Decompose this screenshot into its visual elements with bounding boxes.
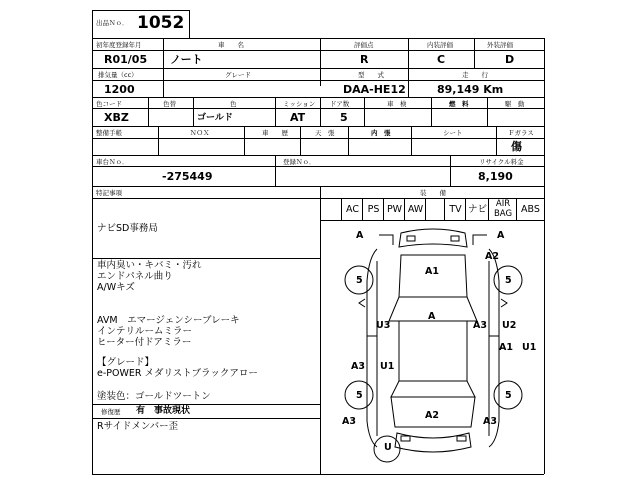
- mission-value: AT: [290, 111, 306, 124]
- type-label: 型 式: [358, 71, 384, 79]
- color-type-label: 色替: [163, 100, 176, 108]
- option-pw: PW: [383, 199, 405, 220]
- model-value: ノート: [170, 53, 203, 66]
- note-line: 【グレード】: [97, 357, 155, 368]
- seat-label: シート: [443, 129, 463, 137]
- mark-rear-bumper: U: [384, 442, 392, 453]
- glass-label: Ｆガラス: [508, 129, 534, 137]
- lot-label: 出品Ｎｏ．: [96, 19, 129, 27]
- option-tv: TV: [444, 199, 466, 220]
- mark-fender-right-front: A2: [485, 251, 499, 262]
- reg-no-label: 登録Ｎｏ．: [283, 158, 316, 166]
- recycle-value: 8,190: [478, 170, 513, 183]
- nox-label: ＮＯＸ: [190, 129, 210, 137]
- mark-door-right-rear-a: A1: [499, 342, 513, 353]
- cc-value: 1200: [104, 83, 135, 96]
- sunroof-label: 天 張: [315, 129, 335, 137]
- chassis-label: 車台Ｎｏ．: [96, 158, 129, 166]
- mark-door-left-rear-a: A3: [351, 361, 365, 372]
- model-label: 車 名: [218, 41, 244, 49]
- note-line: 塗装色：ゴールドツートン: [97, 391, 211, 402]
- fuel-label: 燃 料: [449, 100, 469, 108]
- notes-title: 特記事項: [96, 189, 122, 197]
- score-value: R: [360, 53, 369, 66]
- option-ac: AC: [341, 199, 363, 220]
- taillight-left: [401, 436, 410, 441]
- rear-window-shape: [391, 381, 475, 397]
- note-line: A/Wキズ: [97, 282, 135, 293]
- option-navi: ナビ: [465, 199, 489, 220]
- mileage-value: 89,149 Km: [437, 83, 504, 96]
- mark-rear-left: A3: [342, 416, 356, 427]
- manual-label: 整備手帳: [96, 129, 122, 137]
- front-right-corner: [473, 235, 487, 245]
- option-airbag-label: AIR BAG: [493, 199, 513, 219]
- note-line: ナビSD事務局: [97, 223, 158, 234]
- mark-roof: A: [428, 311, 436, 322]
- headlight-left: [407, 236, 415, 241]
- note-line: e-POWER メダリストブラックアロー: [97, 368, 258, 379]
- option-ps: PS: [362, 199, 384, 220]
- option-abs: ABS: [516, 199, 544, 220]
- lot-number: 1052: [137, 13, 185, 33]
- inspection-label: 車 検: [387, 100, 407, 108]
- year-value: R01/05: [104, 53, 148, 66]
- roof-shape: [399, 321, 467, 381]
- interior-trim-label: 内 張: [371, 129, 391, 137]
- glass-value: 傷: [511, 140, 522, 153]
- interior-value: C: [437, 53, 446, 66]
- color-value: ゴールド: [197, 113, 233, 123]
- mark-door-right-rear-u: U1: [522, 342, 537, 353]
- mirror-right: [501, 299, 507, 307]
- recycle-label: リサイクル料金: [479, 158, 524, 166]
- mark-door-right-front-u: U2: [502, 320, 517, 331]
- type-value: DAA-HE12: [343, 83, 406, 96]
- mark-trunk: A2: [425, 410, 439, 421]
- left-side-shape: [367, 249, 377, 447]
- drive-label: 駆 動: [505, 100, 525, 108]
- mirror-left: [359, 299, 365, 307]
- note-line: インテリルームミラー: [97, 326, 193, 337]
- front-bumper-shape: [399, 229, 467, 247]
- headlight-right: [451, 236, 459, 241]
- mark-front-left: A: [356, 230, 364, 241]
- front-left-corner: [379, 235, 393, 245]
- option-blank: [425, 199, 445, 220]
- interior-label: 内装評価: [427, 41, 453, 49]
- exterior-value: D: [505, 53, 515, 66]
- mark-tire-front-left: 5: [356, 275, 363, 286]
- option-aw: AW: [404, 199, 426, 220]
- mark-hood: A1: [425, 266, 439, 277]
- mark-tire-front-right: 5: [505, 275, 512, 286]
- doors-value: 5: [340, 111, 348, 124]
- taillight-right: [457, 436, 466, 441]
- note-line: ヒーター付ドアミラー: [97, 337, 192, 348]
- mark-tire-rear-right: 5: [505, 390, 512, 401]
- mark-door-right-front-a: A3: [473, 320, 487, 331]
- mark-door-left-rear-u: U1: [380, 361, 395, 372]
- exterior-label: 外装評価: [487, 41, 513, 49]
- mark-front-right: A: [497, 230, 505, 241]
- grade-label: グレード: [225, 71, 251, 79]
- note-line: 車内臭い・キバミ・汚れ: [97, 260, 202, 271]
- repair-history-label: 修復歴: [101, 408, 121, 416]
- mark-tire-rear-left: 5: [356, 390, 363, 401]
- doors-label: ドア数: [330, 100, 350, 108]
- note-line: エンドパネル曲り: [97, 271, 173, 282]
- mileage-label: 走 行: [462, 71, 488, 79]
- chassis-value: -275449: [162, 170, 213, 183]
- repair-detail: Rサイドメンバー歪: [97, 421, 179, 432]
- option-airbag: [488, 199, 517, 220]
- repair-history-value: 有 事故現状: [136, 406, 191, 416]
- color-label: 色: [230, 100, 237, 108]
- year-label: 初年度登録年月: [96, 41, 142, 49]
- mark-door-left-front: U3: [376, 320, 391, 331]
- color-code-label: 色コード: [96, 100, 122, 108]
- note-line: AVM エマージェンシーブレーキ: [97, 315, 240, 326]
- cc-label: 排気量（cc）: [98, 71, 138, 79]
- equipment-title: 装 備: [420, 189, 446, 197]
- score-label: 評価点: [354, 41, 374, 49]
- mark-rear-right: A3: [483, 416, 497, 427]
- history-label: 車 歴: [262, 129, 288, 137]
- mission-label: ミッション: [283, 100, 316, 108]
- color-code-value: XBZ: [104, 111, 129, 124]
